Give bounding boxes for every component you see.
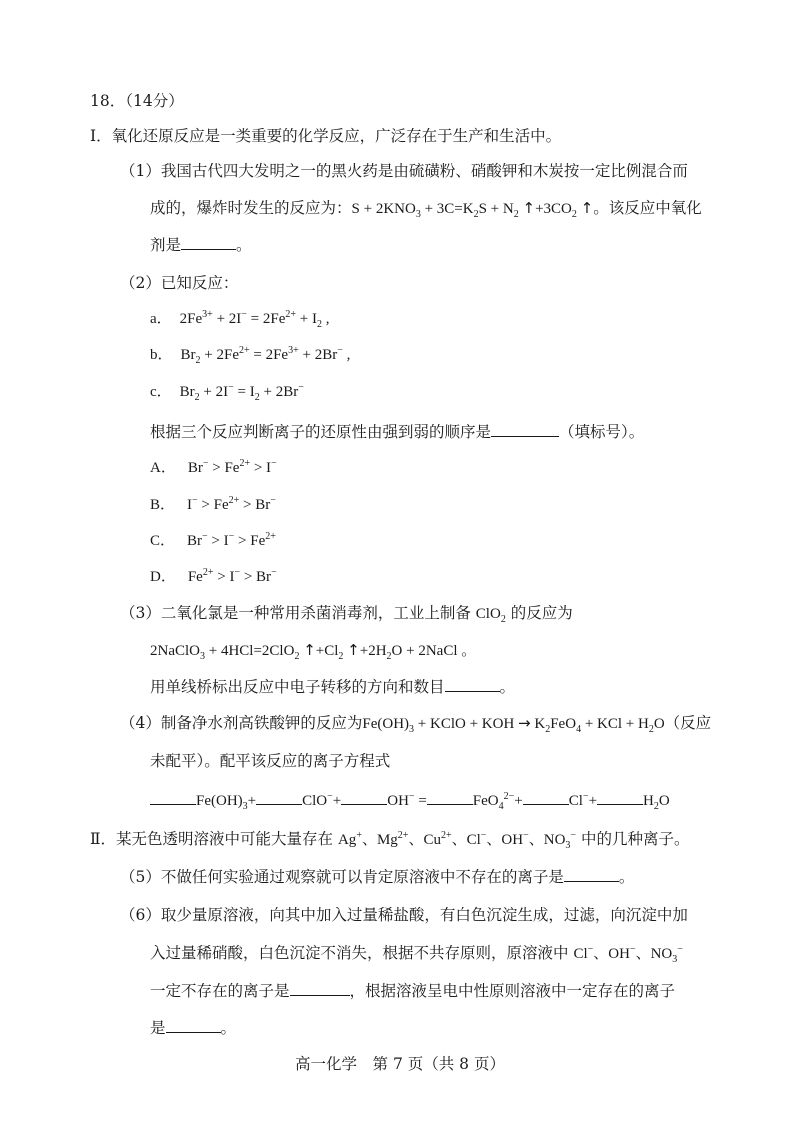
option-a: A． $Br^- > Fe^{2+} > I^-$ bbox=[150, 458, 277, 476]
part-1-line-2: 成的，爆炸时发生的反应为：$S + 2KNO_3 + 3C=K_2S + N_2$ $↑+3CO_2$ ↑。该反应中氧化 bbox=[150, 199, 702, 220]
answer-blank[interactable] bbox=[290, 980, 350, 996]
answer-blank[interactable] bbox=[564, 866, 619, 882]
answer-blank[interactable] bbox=[523, 789, 569, 805]
answer-blank[interactable] bbox=[445, 676, 500, 692]
question-header: 18．（14分） bbox=[90, 92, 184, 110]
answer-blank[interactable] bbox=[166, 1017, 221, 1033]
equation-3: 2NaClO$_3$ + 4HCl=2ClO$_2$ $↑+Cl_2$ $↑+2H_2O$ + 2NaCl 。 bbox=[150, 641, 477, 662]
part-6-line-3: 一定不存在的离子是 ，根据溶液呈电中性原则溶液中一定存在的离子 bbox=[150, 982, 676, 1000]
part-6-line-1: （6）取少量原溶液，向其中加入过量稀盐酸，有白色沉淀生成，过滤，向沉淀中加 bbox=[120, 906, 688, 924]
balance-equation: $Fe(OH)_3+ ClO^-+ OH^- = FeO_4^{2-}+ Cl^-+ H_2O$ bbox=[150, 789, 670, 812]
section-1-intro: Ⅰ．氧化还原反应是一类重要的化学反应，广泛存在于生产和生活中。 bbox=[90, 127, 562, 145]
answer-blank[interactable] bbox=[597, 789, 643, 805]
answer-blank[interactable] bbox=[181, 234, 236, 250]
section-2-intro: Ⅱ．某无色透明溶液中可能大量存在 Ag+、$Mg^{2+}$、$Cu^{2+}$、Cl−、OH−、$NO_3^-$ 中的几种离子。 bbox=[90, 830, 690, 851]
part-6-line-4: 是 。 bbox=[150, 1019, 237, 1037]
part-2-question: 根据三个反应判断离子的还原性由强到弱的顺序是 （填标号）。 bbox=[150, 423, 645, 441]
part-3-line-3: 用单线桥标出反应中电子转移的方向和数目 。 bbox=[150, 678, 516, 696]
reaction-a: a． $2Fe^{3+} + 2I^- = 2Fe^{2+} + I_2$ , bbox=[150, 309, 330, 330]
answer-blank[interactable] bbox=[150, 789, 196, 805]
equation-1: $S + 2KNO_3 + 3C=K_2S + N_2$ $↑+3CO_2$ ↑ bbox=[351, 199, 594, 220]
reaction-b: b． $Br_2 + 2Fe^{2+} = 2Fe^{3+} + 2Br^-$ , bbox=[150, 345, 351, 366]
option-d: D． $Fe^{2+} > I^- > Br^-$ bbox=[150, 567, 277, 585]
part-1-line-1: （1）我国古代四大发明之一的黑火药是由硫磺粉、硝酸钾和木炭按一定比例混合而 bbox=[120, 162, 688, 180]
answer-blank[interactable] bbox=[341, 789, 387, 805]
reaction-c: c． $Br_2 + 2I^- = I_2 + 2Br^-$ bbox=[150, 382, 304, 403]
part-6-line-2: 入过量稀硝酸，白色沉淀不消失，根据不共存原则，原溶液中 Cl−、OH−、$NO_3^-$ bbox=[150, 944, 683, 965]
part-2-title: （2）已知反应： bbox=[120, 274, 239, 292]
part-1-line-3: 剂是 。 bbox=[150, 236, 252, 254]
part-4-line-2: 未配平）。配平该反应的离子方程式 bbox=[150, 752, 391, 770]
part-4-line-1: （4）制备净水剂高铁酸钾的反应为$Fe(OH)_3$ + KClO + KOH → $K_2FeO_4$ + KCl + $H_2O$（反应 bbox=[120, 714, 712, 735]
answer-blank[interactable] bbox=[427, 789, 473, 805]
part-5: （5）不做任何实验通过观察就可以肯定原溶液中不存在的离子是 。 bbox=[120, 868, 635, 886]
option-c: C． $Br^- > I^- > Fe^{2+}$ bbox=[150, 531, 276, 549]
option-b: B． $I^- > Fe^{2+} > Br^-$ bbox=[150, 495, 276, 513]
answer-blank[interactable] bbox=[256, 789, 302, 805]
page-footer: 高一化学 第 7 页（共 8 页） bbox=[295, 1055, 505, 1073]
part-3-line-1: （3）二氧化氯是一种常用杀菌消毒剂，工业上制备 ClO$_2$ 的反应为 bbox=[120, 604, 573, 625]
answer-blank[interactable] bbox=[491, 421, 559, 437]
